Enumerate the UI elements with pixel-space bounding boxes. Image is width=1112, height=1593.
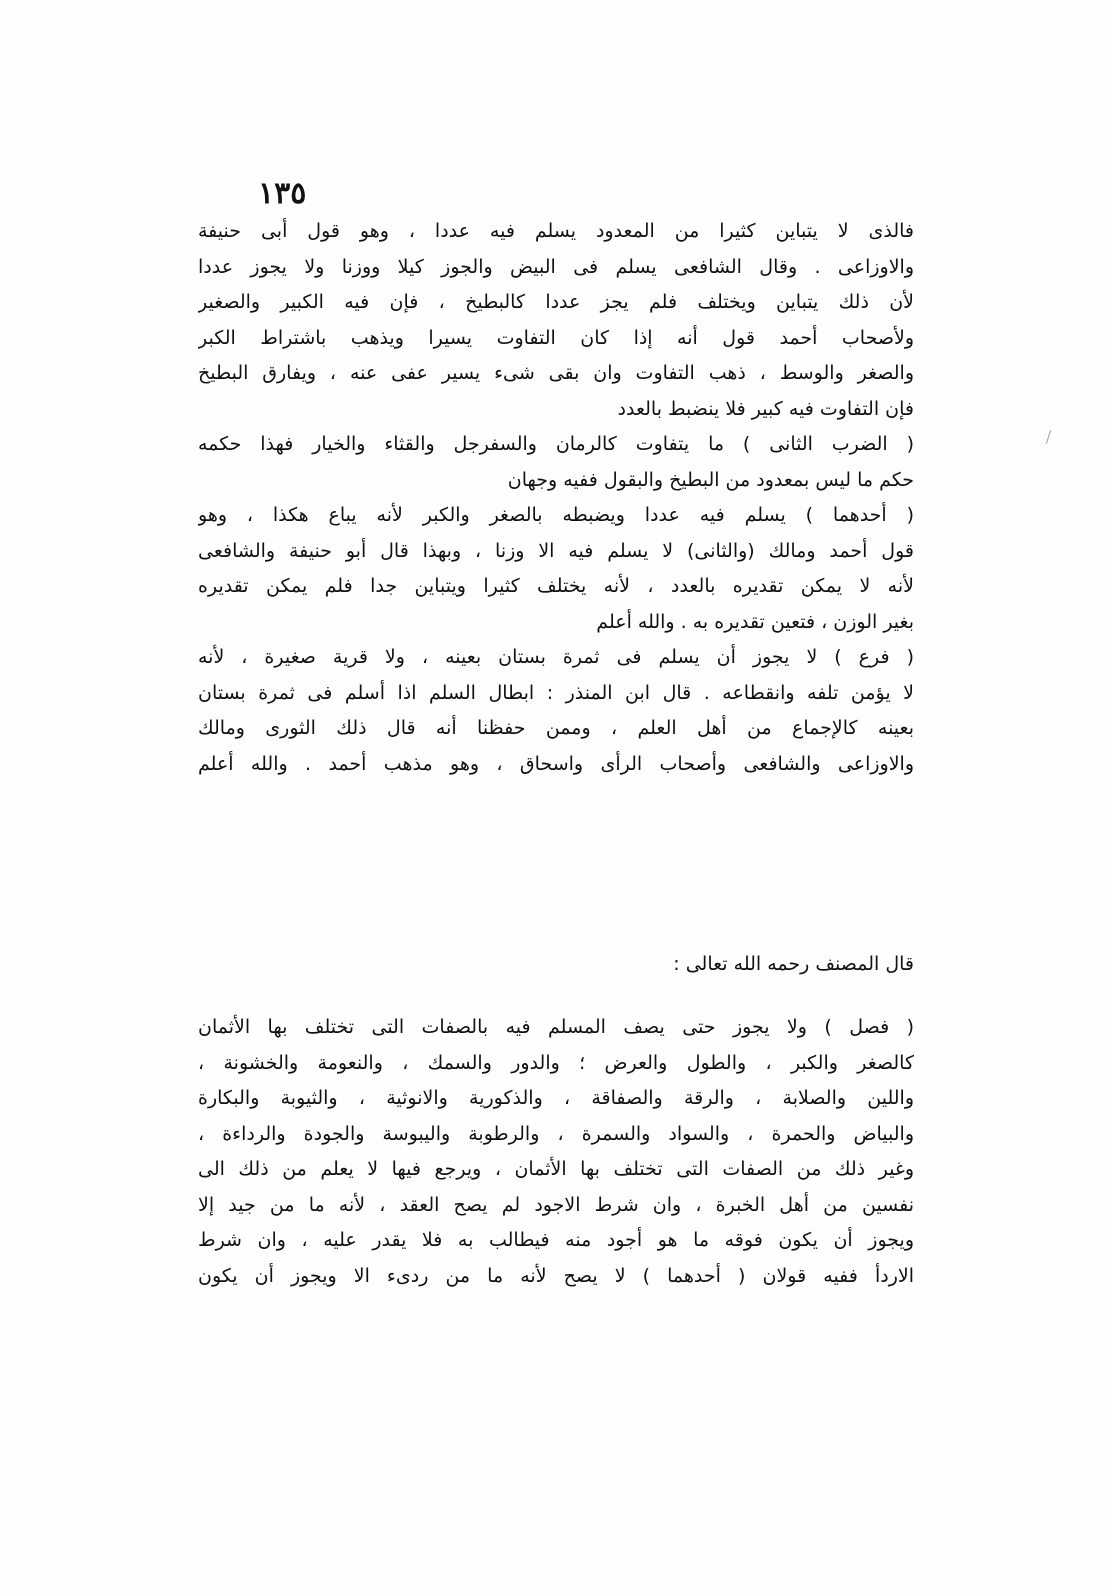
text-line: نفسين من أهل الخبرة ، وان شرط الاجود لم يصح العقد ، لأنه ما من جيد إلا: [198, 1193, 914, 1216]
text-line: ( الضرب الثانى ) ما يتفاوت كالرمان والسفرجل والقثاء والخيار فهذا حكمه: [198, 433, 914, 455]
text-line: واللين والصلابة ، والرقة والصفاقة ، والذكورية والانوثية ، والثيوبة والبكارة: [198, 1087, 914, 1109]
text-line: الاردأ ففيه قولان ( أحدهما ) لا يصح لأنه ما من ردىء الا ويجوز أن يكون: [198, 1264, 914, 1287]
text-line: قول أحمد ومالك (والثانى) لا يسلم فيه الا وزنا ، وبهذا قال أبو حنيفة والشافعى: [198, 539, 914, 562]
text-line: بغير الوزن ، فتعين تقديره به . والله أعلم: [596, 610, 914, 633]
text-line: ( أحدهما ) يسلم فيه عددا ويضبطه بالصغر والكبر لأنه يباع هكذا ، وهو: [198, 504, 914, 526]
page-number: ١٣٥: [258, 176, 307, 211]
text-line: لأن ذلك يتباين ويختلف فلم يجز عددا كالبطيخ ، فإن فيه الكبير والصغير: [198, 291, 914, 313]
text-line: لا يؤمن تلفه وانقطاعه . قال ابن المنذر : ابطال السلم اذا أسلم فى ثمرة بستان: [198, 681, 914, 704]
text-block-section: [198, 1010, 914, 1294]
text-line: ولأصحاب أحمد قول أنه إذا كان التفاوت يسيرا ويذهب باشتراط الكبر: [198, 326, 914, 349]
text-line: والصغر والوسط ، ذهب التفاوت وان بقى شىء يسير عفى عنه ، ويفارق البطيخ: [198, 362, 914, 384]
text-line: كالصغر والكبر ، والطول والعرض ؛ والدور والسمك ، والنعومة والخشونة ،: [198, 1051, 914, 1074]
text-line: وغير ذلك من الصفات التى تختلف بها الأثمان ، ويرجع فيها لا يعلم من ذلك الى: [198, 1158, 914, 1180]
section-heading: قال المصنف رحمه الله تعالى :: [673, 953, 914, 975]
text-line: والاوزاعى والشافعى وأصحاب الرأى واسحاق ، وهو مذهب أحمد . والله أعلم: [198, 752, 914, 775]
text-line: والبياض والحمرة ، والسواد والسمرة ، والرطوبة واليبوسة والجودة والرداءة ،: [198, 1122, 914, 1145]
text-line: حكم ما ليس بمعدود من البطيخ والبقول ففيه وجهان: [507, 468, 914, 491]
text-line: ( فصل ) ولا يجوز حتى يصف المسلم فيه بالصفات التى تختلف بها الأثمان: [198, 1016, 914, 1038]
text-line: ( فرع ) لا يجوز أن يسلم فى ثمرة بستان بعينه ، ولا قرية صغيرة ، لأنه: [198, 646, 914, 668]
margin-mark: [1046, 430, 1051, 444]
text-line: ويجوز أن يكون فوقه ما هو أجود منه فيطالب به فلا يقدر عليه ، وان شرط: [198, 1229, 914, 1251]
text-line: لأنه لا يمكن تقديره بالعدد ، لأنه يختلف كثيرا ويتباين جدا فلم يمكن تقديره: [198, 575, 914, 597]
text-line: بعينه كالإجماع من أهل العلم ، وممن حفظنا أنه قال ذلك الثورى ومالك: [198, 717, 914, 739]
text-line: فإن التفاوت فيه كبير فلا ينضبط بالعدد: [617, 397, 914, 420]
text-line: فالذى لا يتباين كثيرا من المعدود يسلم فيه عددا ، وهو قول أبى حنيفة: [198, 220, 914, 242]
text-line: والاوزاعى . وقال الشافعى يسلم فى البيض والجوز كيلا ووزنا ولا يجوز عددا: [198, 255, 914, 278]
text-block-main: [198, 214, 914, 782]
